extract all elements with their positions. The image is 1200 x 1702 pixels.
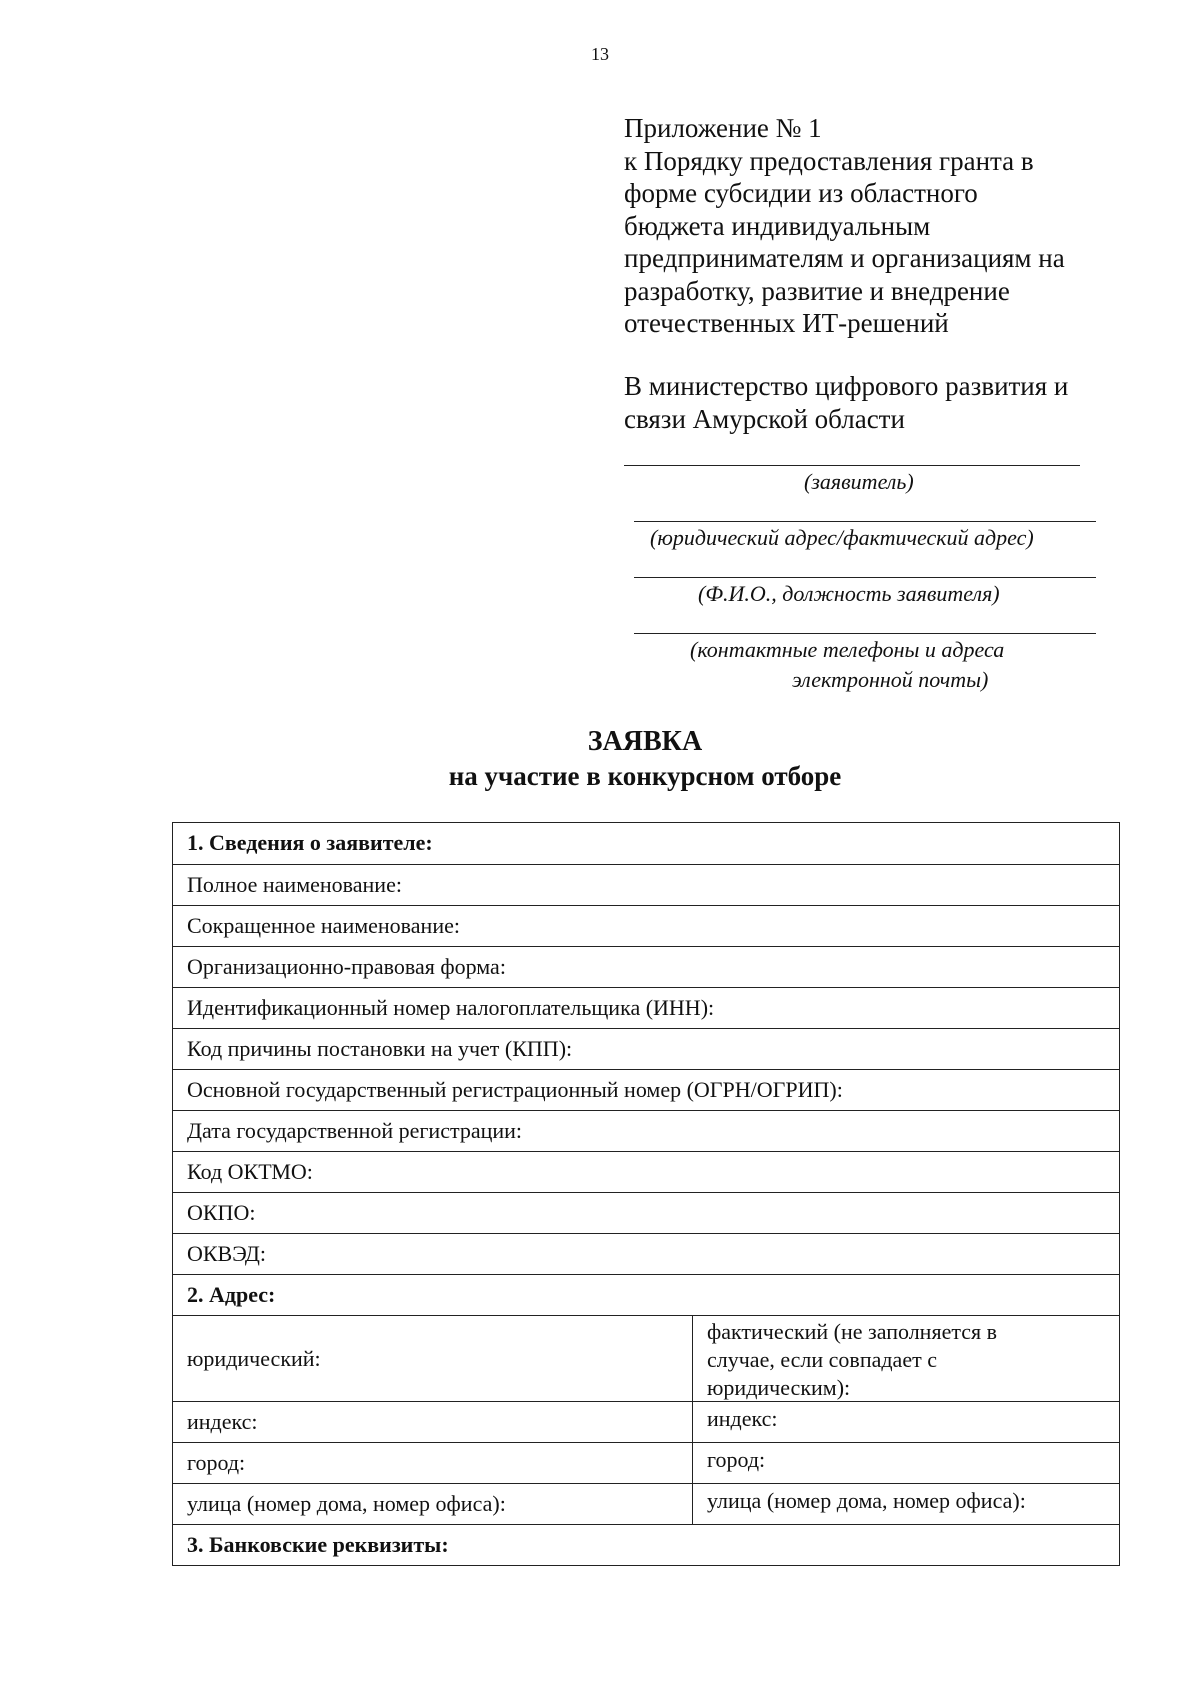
form-title: ЗАЯВКА bbox=[587, 726, 703, 757]
recipient-line: В министерство цифрового развития и bbox=[624, 371, 1069, 401]
section-heading-address: 2. Адрес: bbox=[173, 1274, 1119, 1315]
address-index-row bbox=[173, 1401, 1119, 1442]
address-header-row bbox=[173, 1315, 1119, 1401]
field-okpo[interactable]: ОКПО: bbox=[173, 1192, 1119, 1233]
section-heading-bank-details: 3. Банковские реквизиты: bbox=[173, 1524, 1119, 1565]
applicant-line[interactable] bbox=[624, 465, 1080, 466]
form-subtitle: на участие в конкурсном отборе bbox=[448, 761, 842, 791]
field-registration-date[interactable]: Дата государственной регистрации: bbox=[173, 1110, 1119, 1151]
actual-city-field[interactable]: город: bbox=[707, 1447, 766, 1472]
contacts-caption-line2: электронной почты) bbox=[792, 667, 989, 692]
address-line[interactable] bbox=[634, 521, 1096, 522]
appendix-line: бюджета индивидуальным bbox=[624, 210, 931, 241]
address-street-row bbox=[173, 1483, 1119, 1524]
recipient-block bbox=[624, 370, 1124, 435]
name-position-caption: (Ф.И.О., должность заявителя) bbox=[698, 581, 1000, 606]
field-legal-form[interactable]: Организационно-правовая форма: bbox=[173, 946, 1119, 987]
appendix-line: отечественных ИТ-решений bbox=[624, 308, 949, 338]
contacts-line[interactable] bbox=[634, 633, 1096, 634]
field-short-name[interactable]: Сокращенное наименование: bbox=[173, 905, 1119, 946]
field-ogrn[interactable]: Основной государственный регистрационный номер (ОГРН/ОГРИП): bbox=[173, 1069, 1119, 1110]
legal-city-field[interactable]: город: bbox=[173, 1443, 693, 1483]
recipient-line: связи Амурской области bbox=[624, 403, 905, 434]
actual-address-label bbox=[693, 1316, 1119, 1401]
actual-address-text-line: случае, если совпадает с bbox=[707, 1347, 937, 1372]
field-okved[interactable]: ОКВЭД: bbox=[173, 1233, 1119, 1274]
actual-index-field[interactable]: индекс: bbox=[707, 1406, 778, 1431]
legal-address-label bbox=[173, 1316, 693, 1401]
appendix-header bbox=[624, 112, 1124, 340]
field-kpp[interactable]: Код причины постановки на учет (КПП): bbox=[173, 1028, 1119, 1069]
actual-address-text-line: фактический (не заполняется в bbox=[707, 1319, 997, 1344]
appendix-line: предпринимателям и организациям на bbox=[624, 243, 1065, 273]
legal-street-field[interactable]: улица (номер дома, номер офиса): bbox=[173, 1484, 693, 1524]
field-oktmo[interactable]: Код ОКТМО: bbox=[173, 1151, 1119, 1192]
name-position-line[interactable] bbox=[634, 577, 1096, 578]
application-form-table bbox=[172, 822, 1120, 1566]
appendix-line: разработку, развитие и внедрение bbox=[624, 275, 1010, 306]
appendix-line: к Порядку предоставления гранта в bbox=[624, 145, 1034, 176]
contacts-caption-line1: (контактные телефоны и адреса bbox=[690, 637, 1005, 662]
actual-address-text-line: юридическим): bbox=[707, 1375, 851, 1400]
appendix-line: форме субсидии из областного bbox=[624, 178, 978, 208]
section-heading-applicant-info: 1. Сведения о заявителе: bbox=[187, 830, 433, 855]
legal-index-field[interactable]: индекс: bbox=[173, 1402, 693, 1442]
address-city-row bbox=[173, 1442, 1119, 1483]
page-number: 13 bbox=[591, 44, 609, 64]
field-full-name[interactable]: Полное наименование: bbox=[173, 864, 1119, 905]
appendix-line: Приложение № 1 bbox=[624, 113, 822, 143]
applicant-caption: (заявитель) bbox=[804, 469, 914, 494]
actual-street-field[interactable]: улица (номер дома, номер офиса): bbox=[707, 1488, 1026, 1513]
field-inn[interactable]: Идентификационный номер налогоплательщика (ИНН): bbox=[173, 987, 1119, 1028]
address-caption: (юридический адрес/фактический адрес) bbox=[650, 525, 1034, 550]
legal-address-text: юридический: bbox=[187, 1345, 321, 1371]
